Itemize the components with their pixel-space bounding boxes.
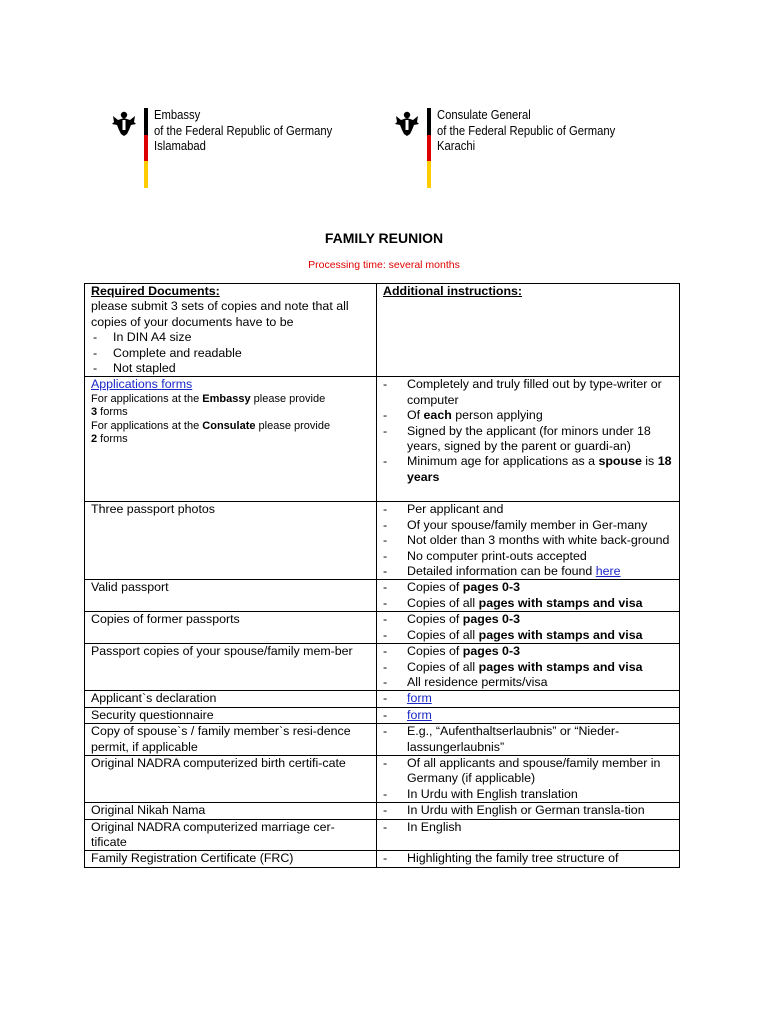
flag-gold <box>427 161 431 188</box>
doc-cell: Three passport photos <box>85 502 377 580</box>
table-row <box>85 851 680 867</box>
list-item: - In DIN A4 size <box>93 330 192 345</box>
flag-black <box>427 108 431 135</box>
doc-cell: Valid passport <box>85 580 377 612</box>
list-item: - Per applicant and <box>383 502 504 517</box>
table-row <box>85 377 680 502</box>
doc-cell: Copies of former passports <box>85 612 377 644</box>
required-docs-intro: please submit 3 sets of copies and note that all copies of your documents have to be <box>91 299 349 329</box>
requirements-table <box>84 283 680 868</box>
table-row <box>85 819 680 851</box>
list-item: - Copies of all pages with stamps and visa <box>383 627 643 642</box>
list-item: - Copies of pages 0-3 <box>383 612 520 627</box>
flag-bar <box>427 108 431 188</box>
embassy-forms-note: For applications at the Embassy please provide 3 forms <box>91 392 326 419</box>
consulate-forms-note: For applications at the Consulate please provide 2 forms <box>91 419 331 446</box>
table-row <box>85 612 680 644</box>
table-row <box>85 803 680 819</box>
required-docs-heading: Required Documents: <box>91 284 220 298</box>
table-row <box>85 707 680 723</box>
doc-cell: Original NADRA computerized marriage cer-tificate <box>85 819 377 851</box>
list-item: - Signed by the applicant (for minors under 18 years, signed by the parent or guardi-an) <box>383 423 651 454</box>
doc-cell: Passport copies of your spouse/family mem-ber <box>85 644 377 691</box>
embassy-name: Embassy of the Federal Republic of Germany Islamabad <box>154 108 333 153</box>
embassy-logo <box>110 108 352 188</box>
list-item: - Not stapled <box>93 361 176 376</box>
list-item: - Complete and readable <box>93 345 242 360</box>
consulate-name: Consulate General of the Federal Republic of Germany Karachi <box>437 108 616 153</box>
doc-cell: Security questionnaire <box>85 707 377 723</box>
list-item: - Copies of all pages with stamps and visa <box>383 595 643 610</box>
required-docs-cell <box>85 284 377 377</box>
table-row <box>85 502 680 580</box>
list-item: - All residence permits/visa <box>383 674 548 689</box>
list-item: - In Urdu with English or German transla-tion <box>383 803 645 818</box>
list-item: - In English <box>383 819 462 834</box>
list-item: - Of all applicants and spouse/family member in Germany (if applicable) <box>383 755 661 786</box>
list-item: - Of each person applying <box>383 408 543 423</box>
page-title: FAMILY REUNION <box>324 230 444 246</box>
doc-cell: Original Nikah Nama <box>85 803 377 819</box>
applications-forms-link[interactable]: Applications forms <box>91 377 193 392</box>
here-link[interactable]: here <box>595 564 621 579</box>
doc-cell: Original NADRA computerized birth certifi-cate <box>85 755 377 802</box>
additional-instructions-cell <box>377 284 680 377</box>
list-item: - E.g., “Aufenthaltserlaubnis” or “Nieder-lassungerlaubnis” <box>383 724 620 754</box>
flag-bar <box>144 108 148 188</box>
flag-red <box>144 135 148 162</box>
processing-time: Processing time: several months <box>308 259 460 271</box>
declaration-form-link[interactable]: form <box>407 691 432 706</box>
additional-instructions-heading: Additional instructions: <box>383 284 523 298</box>
list-item: - Copies of all pages with stamps and visa <box>383 659 643 674</box>
table-row <box>85 755 680 802</box>
consulate-logo <box>393 108 635 188</box>
list-item: - Completely and truly filled out by type-writer or computer <box>383 377 662 407</box>
doc-cell: Family Registration Certificate (FRC) <box>85 851 377 867</box>
table-row <box>85 724 680 756</box>
list-item: - Copies of pages 0-3 <box>383 580 520 595</box>
list-item: - form <box>383 707 432 722</box>
flag-gold <box>144 161 148 188</box>
table-row <box>85 644 680 691</box>
list-item: - Of your spouse/family member in Ger-many <box>383 517 648 532</box>
doc-cell: Applicant`s declaration <box>85 691 377 707</box>
german-eagle-icon <box>393 108 421 138</box>
list-item: - Highlighting the family tree structure of <box>383 851 619 866</box>
german-eagle-icon <box>110 108 138 138</box>
doc-cell: Copy of spouse`s / family member`s resi-dence permit, if applicable <box>85 724 377 756</box>
flag-red <box>427 135 431 162</box>
list-item: - Not older than 3 months with white back-ground <box>383 533 670 548</box>
list-item: - Copies of pages 0-3 <box>383 644 520 659</box>
security-form-link[interactable]: form <box>407 707 432 722</box>
list-item: - In Urdu with English translation <box>383 786 578 801</box>
list-item: - Minimum age for applications as a spouse is 18 years <box>383 454 672 484</box>
list-item: - No computer print-outs accepted <box>383 548 587 563</box>
table-header-row <box>85 284 680 377</box>
list-item: - form <box>383 691 432 706</box>
table-row <box>85 580 680 612</box>
table-row <box>85 691 680 707</box>
list-item: - Detailed information can be found here <box>383 564 621 579</box>
flag-black <box>144 108 148 135</box>
